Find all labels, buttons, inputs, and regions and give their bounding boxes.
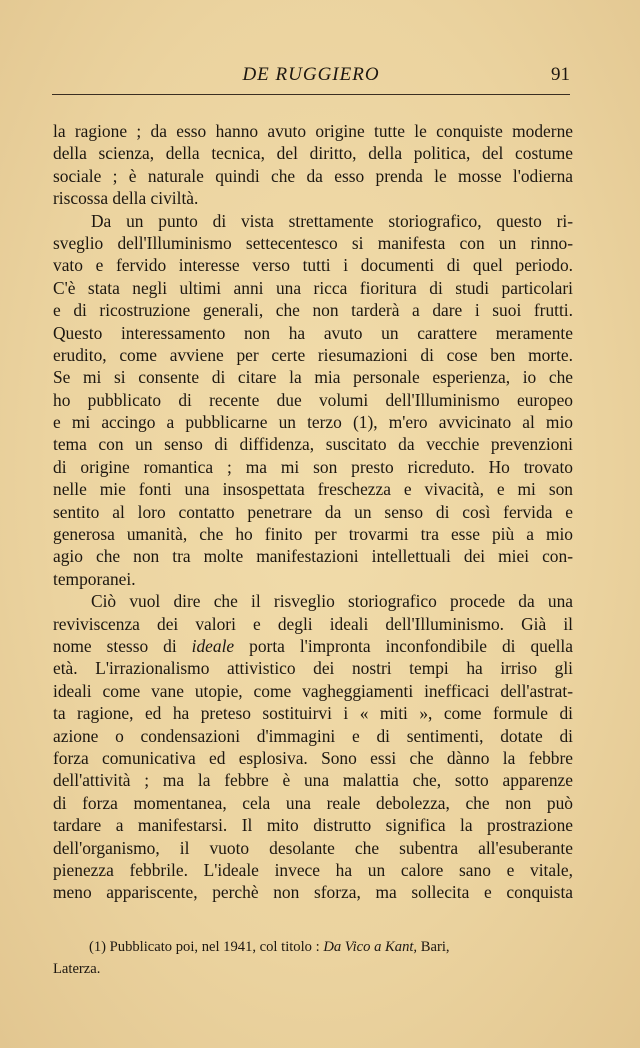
text-line: agio che non tra molte manifestazioni intellettuali dei miei con- (53, 546, 573, 567)
text-line: ho pubblicato di recente due volumi dell'Illuminismo europeo (53, 389, 573, 410)
text-fragment: porta l'impronta inconfondibile di quella (234, 635, 573, 656)
text-line: reviviscenza dei valori e degli ideali dell'Illuminismo. Già il (53, 613, 573, 634)
text-line: generosa umanità, che ho finito per trovarmi tra esse più a mio (53, 524, 573, 545)
footnote-book-title: Da Vico a Kant, (323, 939, 418, 955)
footnote-mark: (1) (89, 939, 107, 955)
emphasized-word: ideale (191, 635, 235, 656)
text-line: forza comunicativa ed esplosiva. Sono essi che dànno la febbre (53, 747, 573, 768)
text-line: sentito al loro contatto penetrare da un senso di così fervida e (53, 501, 573, 522)
text-line: erudito, come avviene per certe riesumazioni di cose ben morte. (53, 344, 573, 365)
text-line: sveglio dell'Illuminismo settecentesco si manifesta con un rinno- (53, 232, 573, 253)
text-line: C'è stata negli ultimi anni una ricca fioritura di studi particolari (53, 277, 573, 298)
text-line: sociale ; è naturale quindi che da esso prenda le mosse l'odierna (53, 165, 573, 186)
text-line: ideali come vane utopie, come vagheggiamenti inefficaci dell'astrat- (53, 680, 573, 701)
text-line: temporanei. (53, 568, 136, 589)
text-line: Questo interessamento non ha avuto un carattere meramente (53, 322, 573, 343)
footnote-line (53, 936, 573, 958)
text-line: di origine romantica ; ma mi son presto ricreduto. Ho trovato (53, 456, 573, 477)
text-line: la ragione ; da esso hanno avuto origine tutte le conquiste moderne (53, 121, 573, 141)
text-line: tema con un senso di diffidenza, suscitato da vecchie prevenzioni (53, 434, 573, 455)
text-line: Se mi si consente di citare la mia personale esperienza, io che (53, 367, 573, 388)
footnote-line: Laterza. (53, 961, 101, 977)
text-line: azione o condensazioni d'immagini e di sentimenti, dotate di (53, 725, 573, 746)
page-number: 91 (551, 64, 570, 85)
text-line: di forza momentanea, cela una reale debolezza, che non può (53, 792, 573, 813)
text-line: Ciò vuol dire che il risveglio storiografico procede da una (91, 591, 573, 612)
text-line: ta ragione, ed ha preteso sostituirvi i « miti », come formule di (53, 703, 573, 724)
text-line: Da un punto di vista strettamente storiografico, questo ri- (91, 210, 573, 231)
running-head (52, 60, 570, 95)
text-line: meno appariscente, perchè non sforza, ma sollecita e conquista (53, 882, 573, 903)
footnote-text: Bari, (417, 939, 450, 955)
footnote-text: Pubblicato poi, nel 1941, col titolo : (106, 939, 324, 955)
text-line: pienezza febbrile. L'ideale invece ha un calore sano e vitale, (53, 859, 573, 880)
text-line: riscossa della civiltà. (53, 188, 199, 209)
text-line: vato e fervido interesse verso tutti i documenti di quel periodo. (53, 255, 573, 276)
footnote (53, 936, 573, 980)
text-line: dell'attività ; ma la febbre è una malattia che, sotto apparenze (53, 770, 573, 791)
text-line: dell'organismo, il vuoto desolante che subentra all'esuberante (53, 837, 573, 858)
text-line: età. L'irrazionalismo attivistico dei nostri tempi ha irriso gli (53, 658, 573, 679)
text-line: tardare a manifestarsi. Il mito distrutto significa la prostrazione (53, 815, 573, 836)
body-text (53, 120, 573, 904)
text-line-with-emphasis (53, 635, 573, 657)
text-line: nelle mie fonti una insospettata freschezza e vivacità, e mi son (53, 479, 573, 500)
text-line: e di ricostruzione generali, che non tarderà a dare i suoi frutti. (53, 300, 573, 321)
text-fragment: nome stesso di (53, 635, 192, 656)
text-line: della scienza, della tecnica, del diritto, della politica, del costume (53, 143, 573, 164)
text-line: e mi accingo a pubblicarne un terzo (1), m'ero avvicinato al mio (53, 412, 573, 433)
running-title: DE RUGGIERO (242, 64, 380, 85)
